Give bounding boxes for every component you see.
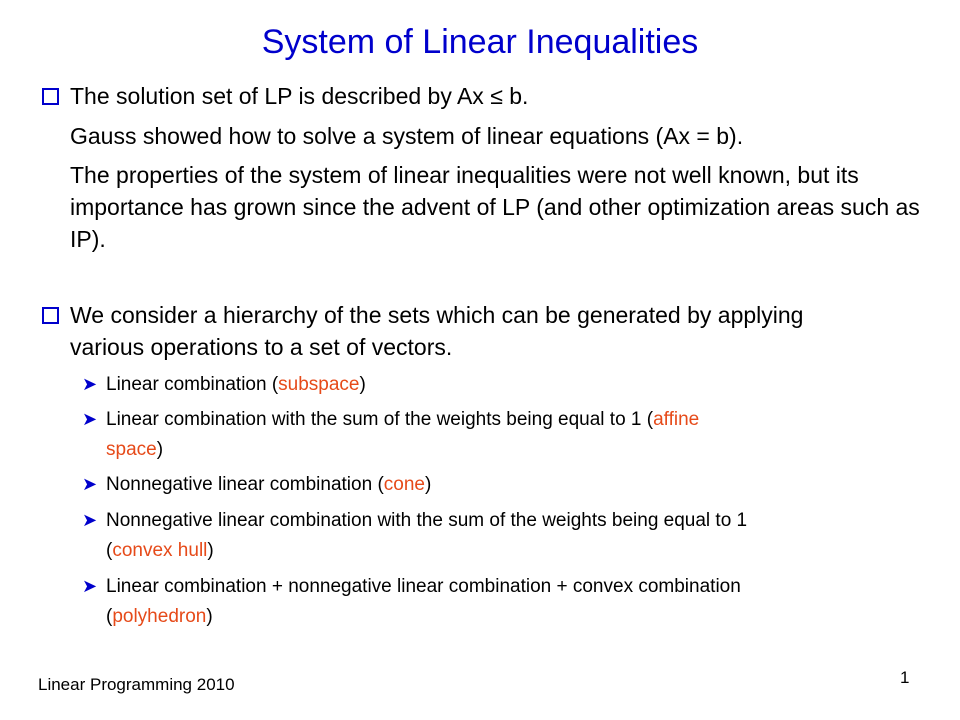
bullet-2-text-line-1: We consider a hierarchy of the sets which can be generated by applying bbox=[70, 302, 804, 328]
term-polyhedron: polyhedron bbox=[112, 606, 207, 627]
sub-item-subspace: ➤ Linear combination (subspace) bbox=[82, 369, 882, 400]
bullet-1-paragraph-2: The properties of the system of linear inequalities were not well known, but its importance has grown since the advent of LP (and other optimization areas such as IP). bbox=[70, 162, 920, 252]
term-space: space bbox=[106, 439, 157, 460]
arrowhead-bullet-icon: ➤ bbox=[82, 409, 98, 429]
term-affine: affine bbox=[653, 409, 700, 430]
arrowhead-bullet-icon: ➤ bbox=[82, 576, 98, 596]
term-subspace: subspace bbox=[278, 374, 360, 395]
arrowhead-bullet-icon: ➤ bbox=[82, 374, 98, 394]
bullet-2-text-line-2: various operations to a set of vectors. bbox=[70, 334, 453, 360]
sub-item-affine-space: ➤ Linear combination with the sum of the weights being equal to 1 (affine space) bbox=[82, 404, 882, 465]
hollow-square-bullet-icon bbox=[42, 88, 59, 105]
bullet-1 bbox=[42, 80, 932, 112]
page-number: 1 bbox=[900, 668, 910, 687]
slide-title: System of Linear Inequalities bbox=[261, 23, 699, 61]
sub-item-convex-hull: ➤ Nonnegative linear combination with the sum of the weights being equal to 1 (convex hull) bbox=[82, 505, 882, 566]
arrowhead-bullet-icon: ➤ bbox=[82, 510, 98, 530]
term-cone: cone bbox=[383, 474, 425, 495]
arrowhead-bullet-icon: ➤ bbox=[82, 474, 98, 494]
sub-item-polyhedron: ➤ Linear combination + nonnegative linear combination + convex combination (polyhedron) bbox=[82, 571, 882, 632]
bullet-1-text: The solution set of LP is described by Ax ≤ b. bbox=[70, 83, 529, 109]
sub-item-cone: ➤ Nonnegative linear combination (cone) bbox=[82, 469, 882, 500]
bullet-2 bbox=[42, 299, 932, 331]
hollow-square-bullet-icon bbox=[42, 307, 59, 324]
footer-course: Linear Programming 2010 bbox=[38, 675, 235, 694]
bullet-1-paragraph-1: Gauss showed how to solve a system of linear equations (Ax = b). bbox=[70, 123, 744, 149]
term-convex-hull: convex hull bbox=[112, 540, 208, 561]
